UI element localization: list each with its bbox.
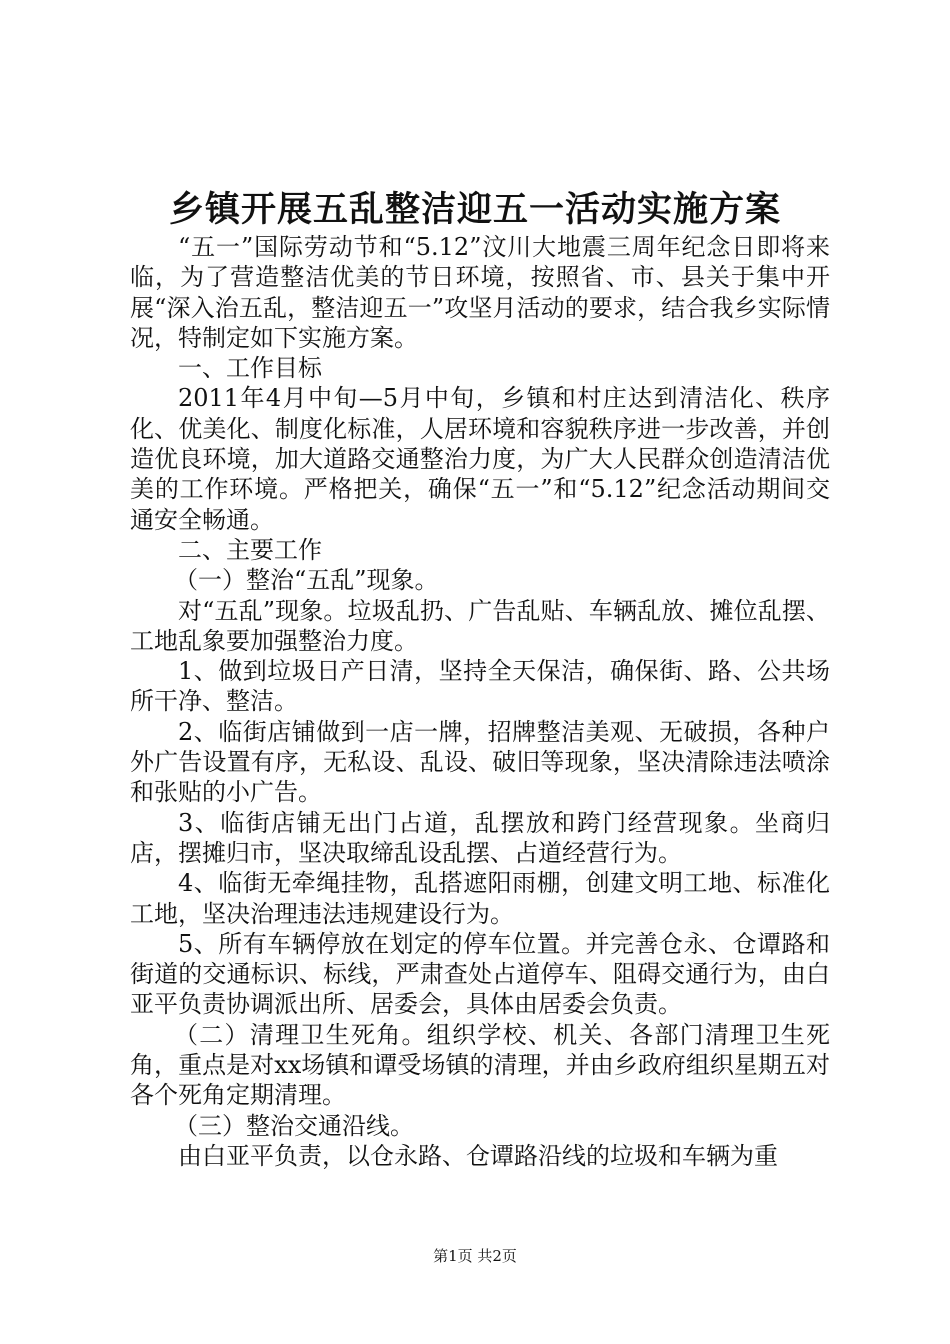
- list-item-5: 5、所有车辆停放在划定的停车位置。并完善仓永、仓谭路和街道的交通标识、标线，严肃查处占道停车、阻碍交通行为，由白亚平负责协调派出所、居委会，具体由居委会负责。: [130, 929, 830, 1019]
- list-item-2: 2、临街店铺做到一店一牌，招牌整洁美观、无破损，各种户外广告设置有序，无私设、乱设、破旧等现象，坚决清除违法喷涂和张贴的小广告。: [130, 717, 830, 807]
- page-footer: 第1页 共2页: [433, 1247, 517, 1265]
- paragraph-intro: “五一”国际劳动节和“5.12”汶川大地震三周年纪念日即将来临，为了营造整洁优美的节日环境，按照省、市、县关于集中开展“深入治五乱，整洁迎五一”攻坚月活动的要求，结合我乡实际情况，特制定如下实施方案。: [130, 233, 830, 352]
- paragraph-five-disorders: 对“五乱”现象。垃圾乱扔、广告乱贴、车辆乱放、摊位乱摆、工地乱象要加强整治力度。: [130, 596, 830, 655]
- document-body: [130, 232, 830, 1171]
- paragraph-traffic: 由白亚平负责，以仓永路、仓谭路沿线的垃圾和车辆为重: [178, 1141, 778, 1170]
- list-item-4: 4、临街无牵绳挂物，乱搭遮阳雨棚，创建文明工地、标准化工地，坚决治理违法违规建设行为。: [130, 869, 830, 928]
- subsection-heading-1: （一）整治“五乱”现象。: [174, 566, 439, 595]
- list-item-1: 1、做到垃圾日产日清，坚持全天保洁，确保街、路、公共场所干净、整洁。: [130, 657, 830, 716]
- section-heading-main-work: 二、主要工作: [178, 535, 322, 564]
- document-title: 乡镇开展五乱整洁迎五一活动实施方案: [168, 189, 781, 230]
- list-item-3: 3、临街店铺无出门占道，乱摆放和跨门经营现象。坐商归店，摆摊归市，坚决取缔乱设乱摆、占道经营行为。: [130, 808, 830, 867]
- paragraph-goals: 2011年4月中旬—5月中旬，乡镇和村庄达到清洁化、秩序化、优美化、制度化标准，人居环境和容貌秩序进一步改善，并创造优良环境，加大道路交通整治力度，为广大人民群众创造清洁优美的工作环境。严格把关，确保“五一”和“5.12”纪念活动期间交通安全畅通。: [130, 384, 830, 534]
- section-heading-goals: 一、工作目标: [178, 354, 322, 383]
- subsection-2-paragraph: （二）清理卫生死角。组织学校、机关、各部门清理卫生死角，重点是对xx场镇和谭受场镇的清理，并由乡政府组织星期五对各个死角定期清理。: [130, 1020, 830, 1110]
- subsection-heading-3: （三）整治交通沿线。: [174, 1111, 414, 1140]
